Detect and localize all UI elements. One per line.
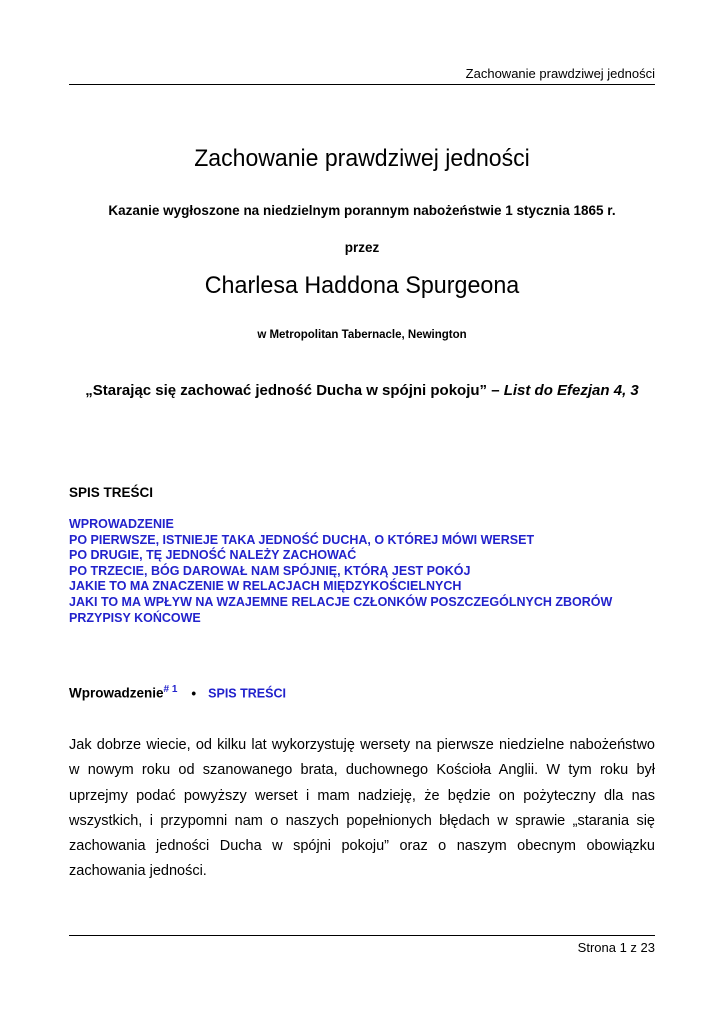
running-header: Zachowanie prawdziwej jedności xyxy=(69,66,655,85)
scripture-motto xyxy=(0,382,724,399)
by-line: przez xyxy=(344,240,380,255)
document-title: Zachowanie prawdziwej jedności xyxy=(194,145,530,172)
motto-dash: – xyxy=(487,382,504,399)
toc-link-third[interactable]: PO TRZECIE, BÓG DAROWAŁ NAM SPÓJNIĘ, KTÓRĄ JEST POKÓJ xyxy=(69,563,471,578)
section-heading xyxy=(69,684,286,701)
sermon-subtitle: Kazanie wygłoszone na niedzielnym porannym nabożeństwie 1 stycznia 1865 r. xyxy=(108,203,616,218)
section-title: Wprowadzenie xyxy=(69,685,164,701)
table-of-contents xyxy=(69,517,612,626)
toc-link-introduction[interactable]: WPROWADZENIE xyxy=(69,517,174,531)
toc-link-members[interactable]: JAKI TO MA WPŁYW NA WZAJEMNE RELACJE CZŁONKÓW POSZCZEGÓLNYCH ZBORÓW xyxy=(69,594,613,609)
toc-link-first[interactable]: PO PIERWSZE, ISTNIEJE TAKA JEDNOŚĆ DUCHA, O KTÓREJ MÓWI WERSET xyxy=(69,532,535,547)
footnote-link[interactable]: # 1 xyxy=(163,684,178,695)
toc-link-endnotes[interactable]: PRZYPISY KOŃCOWE xyxy=(69,610,201,625)
toc-heading: SPIS TREŚCI xyxy=(69,485,154,500)
motto-reference: List do Efezjan 4, 3 xyxy=(503,382,639,399)
intro-paragraph: Jak dobrze wiecie, od kilku lat wykorzystuję wersety na pierwsze niedzielne nabożeństwo w nowym roku od szanowanego brata, duchownego Kościoła Anglii. W tym roku był uprzejmy podać powyższy werset i mam nadzieję, że będzie on pożyteczny dla nas wszystkich, i przypomni nam o naszych popełnionych błędach w sprawie „starania się zachowania jedności Ducha w spójni pokoju” oraz o naszym obecnym obowiązku zachowania jedności. xyxy=(69,737,655,880)
motto-quote: „Starając się zachować jedność Ducha w spójni pokoju” xyxy=(85,382,488,399)
page-footer xyxy=(69,935,655,955)
sermon-location: w Metropolitan Tabernacle, Newington xyxy=(257,329,467,341)
bullet-separator: • xyxy=(191,685,197,701)
author-name: Charlesa Haddona Spurgeona xyxy=(204,272,520,299)
toc-link-interchurch[interactable]: JAKIE TO MA ZNACZENIE W RELACJACH MIĘDZYKOŚCIELNYCH xyxy=(69,579,462,594)
back-to-toc-link[interactable]: SPIS TREŚCI xyxy=(208,686,286,701)
toc-link-second[interactable]: PO DRUGIE, TĘ JEDNOŚĆ NALEŻY ZACHOWAĆ xyxy=(69,548,357,563)
page-number: Strona 1 z 23 xyxy=(577,940,655,955)
